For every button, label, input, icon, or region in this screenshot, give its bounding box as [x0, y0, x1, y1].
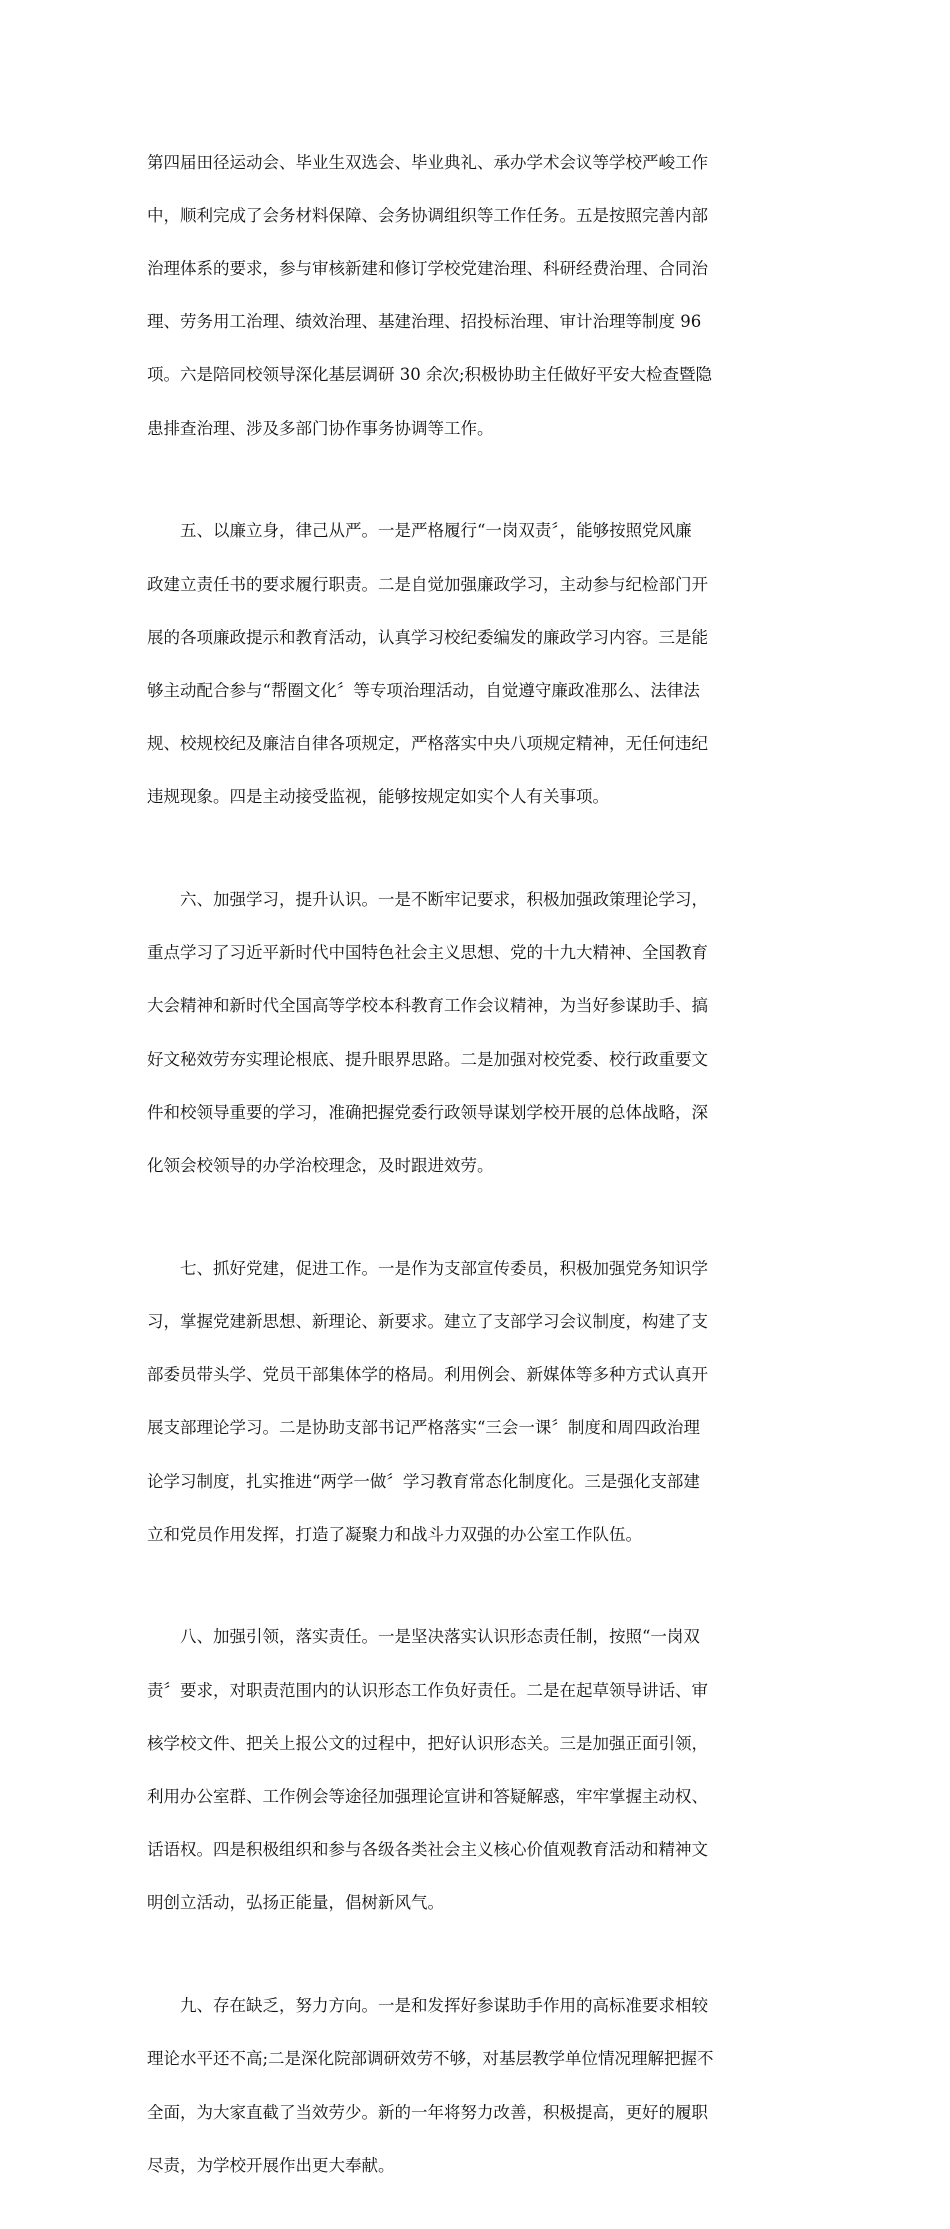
- paragraph-continuation: [147, 123, 807, 469]
- text-line: 大会精神和新时代全国高等学校本科教育工作会议精神，为当好参谋助手、搞: [147, 996, 708, 1016]
- text-line: 理、劳务用工治理、绩效治理、基建治理、招投标治理、审计治理等制度 96: [147, 312, 702, 332]
- text-line: 重点学习了习近平新时代中国特色社会主义思想、党的十九大精神、全国教育: [147, 943, 708, 963]
- paragraph-section-8: [147, 1598, 807, 1944]
- text-line: 展的各项廉政提示和教育活动，认真学习校纪委编发的廉政学习内容。三是能: [147, 627, 708, 647]
- text-line: 全面，为大家直截了当效劳少。新的一年将努力改善，积极提高，更好的履职: [147, 2102, 708, 2122]
- text-line: 明创立活动，弘扬正能量，倡树新风气。: [147, 1893, 444, 1913]
- text-line: 七、抓好党建，促进工作。一是作为支部宣传委员，积极加强党务知识学: [180, 1258, 708, 1278]
- text-line: 立和党员作用发挥，打造了凝聚力和战斗力双强的办公室工作队伍。: [147, 1524, 642, 1544]
- text-line: 利用办公室群、工作例会等途径加强理论宣讲和答疑解惑，牢牢掌握主动权、: [147, 1787, 708, 1807]
- text-line: 核学校文件、把关上报公文的过程中，把好认识形态关。三是加强正面引领，: [147, 1733, 708, 1753]
- document-body: [147, 123, 807, 2229]
- text-line: 规、校规校纪及廉洁自律各项规定，严格落实中央八项规定精神，无任何违纪: [147, 734, 708, 754]
- paragraph-section-5: [147, 492, 807, 838]
- text-line: 六、加强学习，提升认识。一是不断牢记要求，积极加强政策理论学习，: [180, 890, 708, 910]
- text-line: 责〞要求，对职责范围内的认识形态工作负好责任。二是在起草领导讲话、审: [147, 1680, 708, 1700]
- text-line: 理论水平还不高;二是深化院部调研效劳不够，对基层教学单位情况理解把握不: [147, 2049, 714, 2069]
- text-line: 政建立责任书的要求履行职责。二是自觉加强廉政学习，主动参与纪检部门开: [147, 574, 708, 594]
- text-line: 中，顺利完成了会务材料保障、会务协调组织等工作任务。五是按照完善内部: [147, 205, 708, 225]
- text-line: 好文秘效劳夯实理论根底、提升眼界思路。二是加强对校党委、校行政重要文: [147, 1049, 708, 1069]
- text-line: 话语权。四是积极组织和参与各级各类社会主义核心价值观教育活动和精神文: [147, 1840, 708, 1860]
- text-line: 患排查治理、涉及多部门协作事务协调等工作。: [147, 418, 494, 438]
- text-line: 治理体系的要求，参与审核新建和修订学校党建治理、科研经费治理、合同治: [147, 258, 708, 278]
- text-line: 尽责，为学校开展作出更大奉献。: [147, 2155, 395, 2175]
- text-line: 展支部理论学习。二是协助支部书记严格落实“三会一课〞制度和周四政治理: [147, 1418, 700, 1438]
- paragraph-section-7: [147, 1229, 807, 1575]
- text-line: 习，掌握党建新思想、新理论、新要求。建立了支部学习会议制度，构建了支: [147, 1311, 708, 1331]
- text-line: 项。六是陪同校领导深化基层调研 30 余次;积极协助主任做好平安大检查暨隐: [147, 365, 713, 385]
- text-line: 件和校领导重要的学习，准确把握党委行政领导谋划学校开展的总体战略，深: [147, 1102, 708, 1122]
- text-line: 第四届田径运动会、毕业生双选会、毕业典礼、承办学术会议等学校严峻工作: [147, 152, 708, 172]
- paragraph-section-6: [147, 860, 807, 1206]
- text-line: 违规现象。四是主动接受监视，能够按规定如实个人有关事项。: [147, 787, 609, 807]
- text-line: 五、以廉立身，律己从严。一是严格履行“一岗双责〞，能够按照党风廉: [180, 521, 692, 541]
- text-line: 八、加强引领，落实责任。一是坚决落实认识形态责任制，按照“一岗双: [180, 1627, 700, 1647]
- text-line: 够主动配合参与“帮圈文化〞等专项治理活动，自觉遵守廉政准那么、法律法: [147, 680, 700, 700]
- text-line: 九、存在缺乏，努力方向。一是和发挥好参谋助手作用的高标准要求相较: [180, 1996, 708, 2016]
- text-line: 论学习制度，扎实推进“两学一做〞学习教育常态化制度化。三是强化支部建: [147, 1471, 700, 1491]
- text-line: 部委员带头学、党员干部集体学的格局。利用例会、新媒体等多种方式认真开: [147, 1365, 708, 1385]
- paragraph-section-9: [147, 1967, 807, 2206]
- text-line: 化领会校领导的办学治校理念，及时跟进效劳。: [147, 1155, 494, 1175]
